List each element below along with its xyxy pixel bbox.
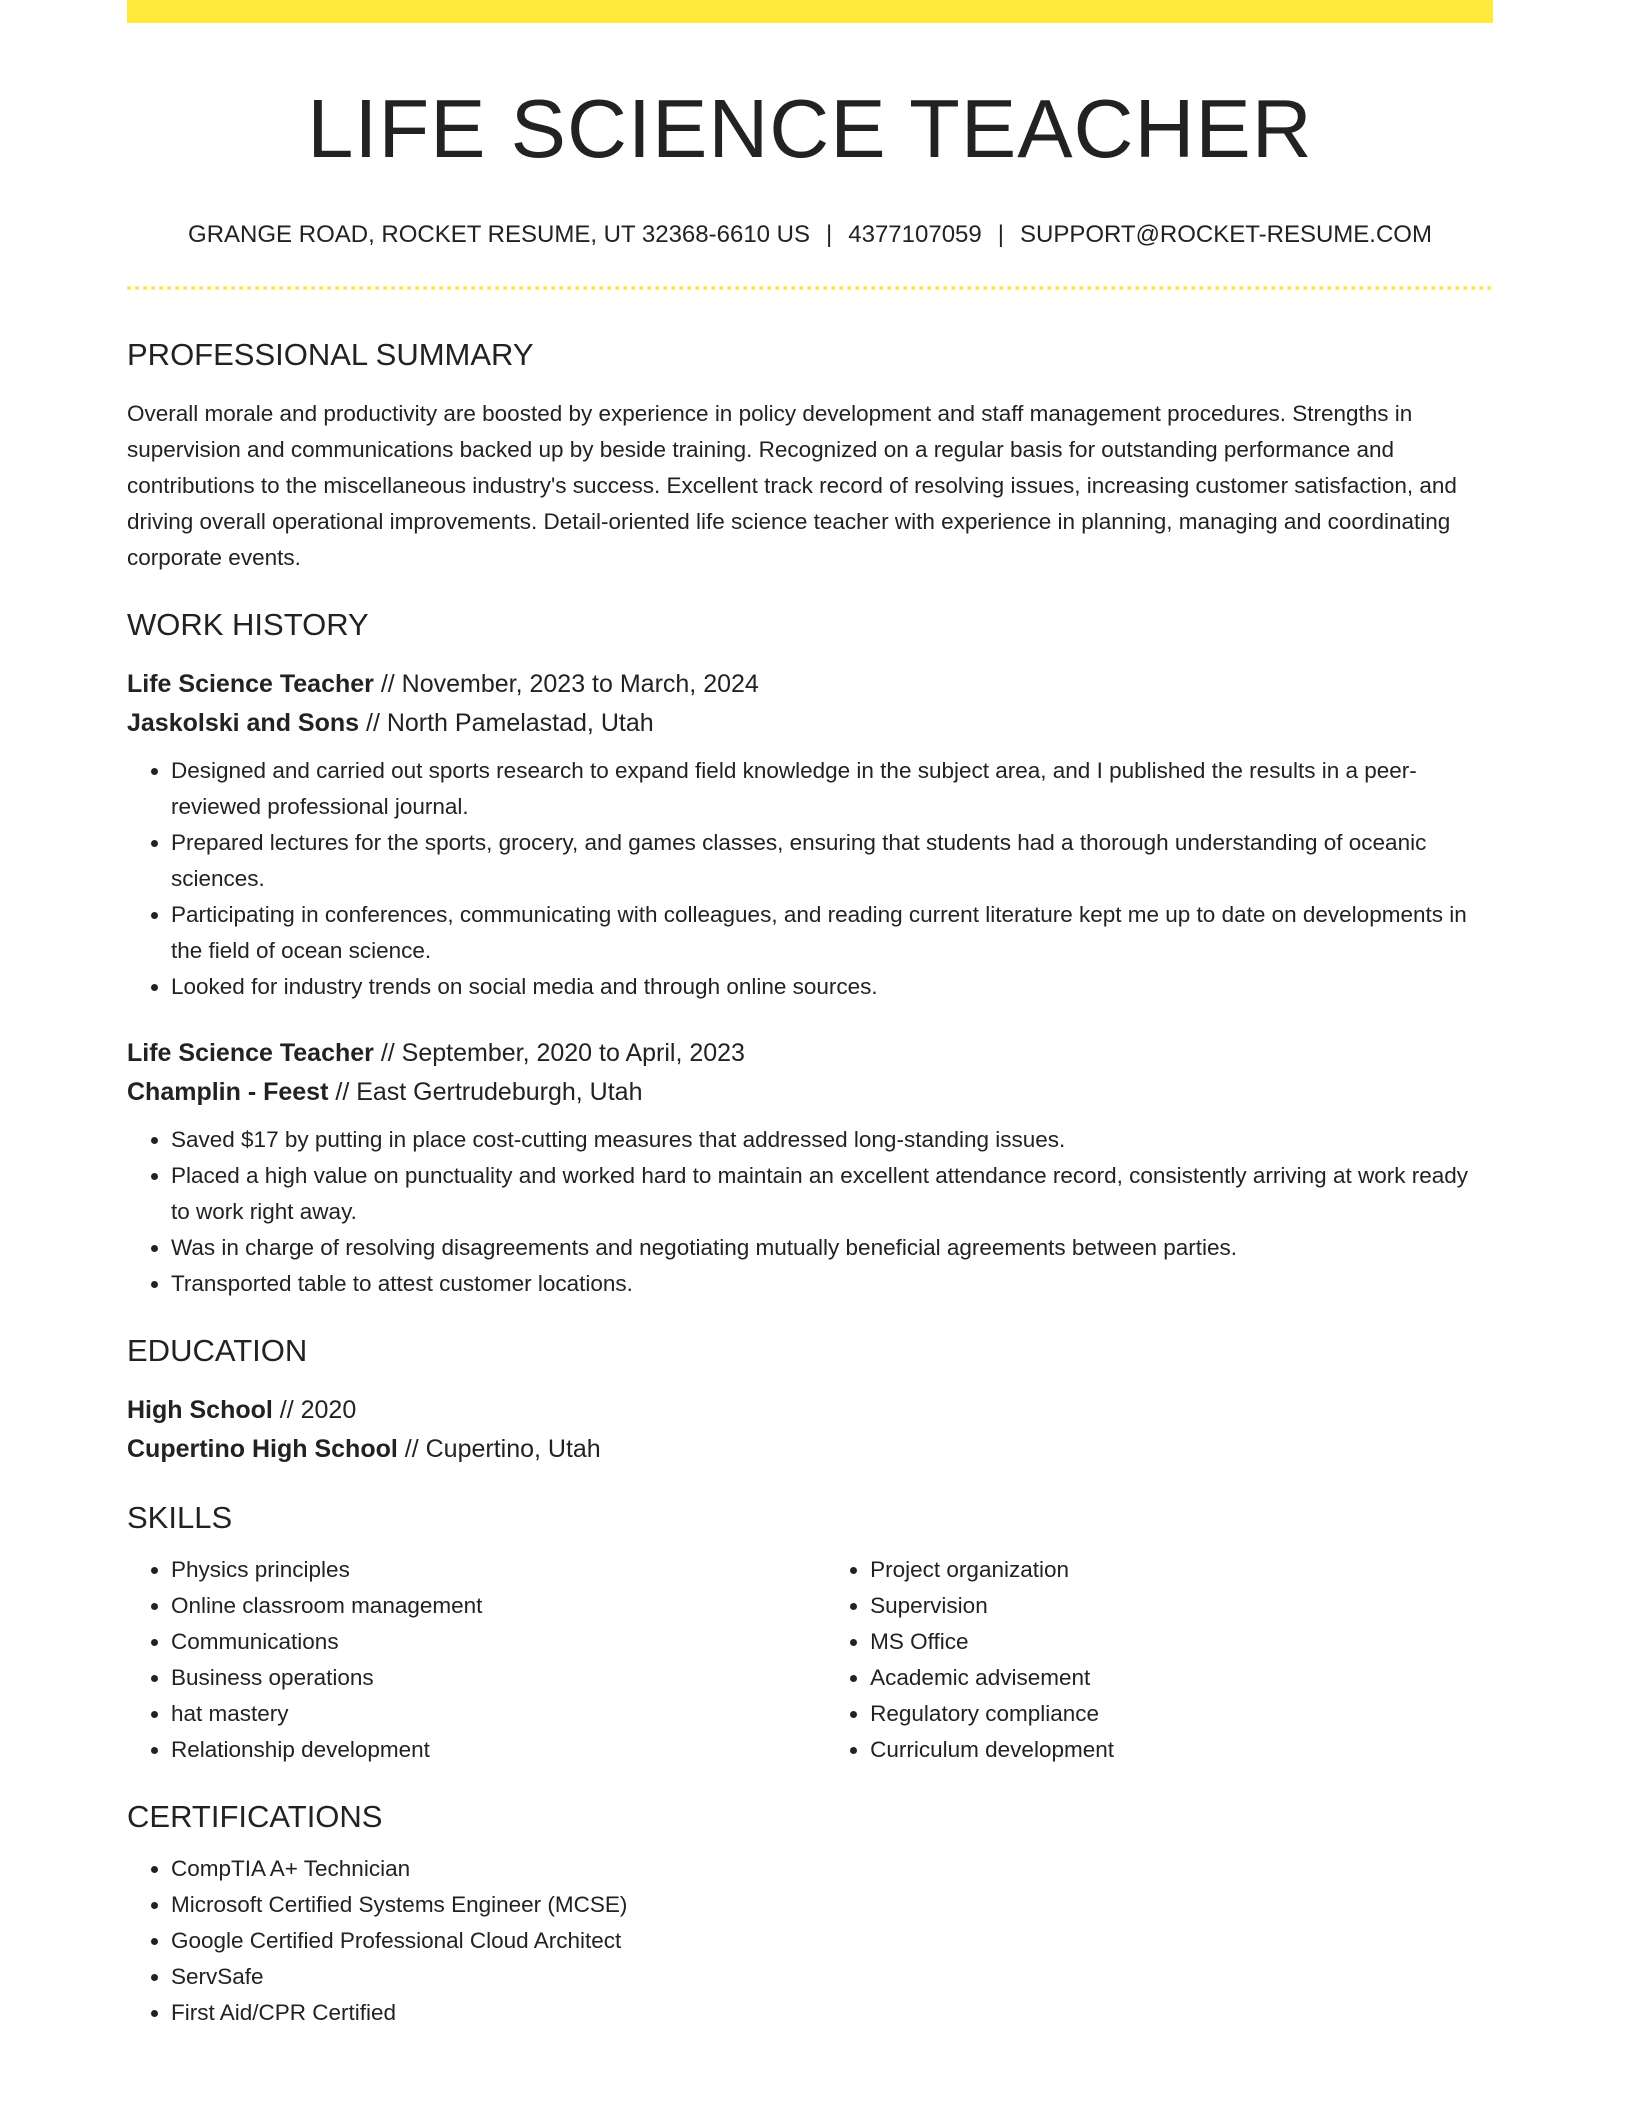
job-title: Life Science Teacher xyxy=(127,1038,374,1067)
education-heading: EDUCATION xyxy=(127,1332,308,1368)
job-company: Champlin - Feest xyxy=(127,1077,329,1106)
certifications-list xyxy=(127,1851,1493,2031)
job-bullet: • Designed and carried out sports research to expand field knowledge in the subject area, and I published the results in a peer-reviewed professional journal. xyxy=(171,753,1493,825)
education-location: // Cupertino, Utah xyxy=(397,1435,601,1464)
contact-line xyxy=(127,219,1493,250)
certifications-heading: CERTIFICATIONS xyxy=(127,1799,383,1835)
skills-list-right xyxy=(826,1552,1493,1768)
dotted-divider xyxy=(127,286,1493,290)
skill-item: • Supervision xyxy=(870,1588,1493,1624)
job-title-line xyxy=(127,1034,1493,1073)
education-degree: High School xyxy=(127,1396,273,1425)
skill-item: • Academic advisement xyxy=(870,1660,1493,1696)
job-bullets xyxy=(127,1122,1493,1302)
job-bullet: • Saved $17 by putting in place cost-cutting measures that addressed long-standing issues. xyxy=(171,1122,1493,1158)
contact-address: GRANGE ROAD, ROCKET RESUME, UT 32368-6610 US xyxy=(188,221,811,249)
job-bullets xyxy=(127,753,1493,1005)
contact-phone: 4377107059 xyxy=(848,221,982,249)
certification-item: • First Aid/CPR Certified xyxy=(171,1995,1493,2031)
job-location: // East Gertrudeburgh, Utah xyxy=(328,1077,643,1106)
contact-separator: | xyxy=(826,221,833,249)
skill-item: • MS Office xyxy=(870,1624,1493,1660)
certification-item: • CompTIA A+ Technician xyxy=(171,1851,1493,1887)
skill-item: • Project organization xyxy=(870,1552,1493,1588)
job-company-line xyxy=(127,1073,1493,1112)
job-bullet: • Looked for industry trends on social media and through online sources. xyxy=(171,969,1493,1005)
education-school: Cupertino High School xyxy=(127,1435,398,1464)
certification-item: • Google Certified Professional Cloud Architect xyxy=(171,1923,1493,1959)
summary-text: Overall morale and productivity are boosted by experience in policy development and staff management procedures. Strengths in supervision and communications backed up by beside training. Recognized on a regular basis for outstanding performance and contributions to the miscellaneous industry's success. Excellent track record of resolving issues, increasing customer satisfaction, and driving overall operational improvements. Detail-oriented life science teacher with experience in planning, managing and coordinating corporate events. xyxy=(127,400,1457,570)
education-school-line xyxy=(127,1430,1493,1469)
resume-content xyxy=(127,23,1493,2031)
skill-item: • Communications xyxy=(171,1624,784,1660)
contact-email: SUPPORT@ROCKET-RESUME.COM xyxy=(1019,221,1432,249)
job-dates: // September, 2020 to April, 2023 xyxy=(373,1038,745,1067)
summary-heading: PROFESSIONAL SUMMARY xyxy=(127,337,534,373)
skill-item: • Regulatory compliance xyxy=(870,1696,1493,1732)
work-history-heading: WORK HISTORY xyxy=(127,606,369,642)
skills-heading: SKILLS xyxy=(127,1500,233,1536)
job-bullet: • Prepared lectures for the sports, grocery, and games classes, ensuring that students had a thorough understanding of oceanic sciences. xyxy=(171,825,1493,897)
job-title: Life Science Teacher xyxy=(127,669,374,698)
job-title-line xyxy=(127,665,1493,704)
job-bullet: • Participating in conferences, communicating with colleagues, and reading current literature kept me up to date on developments in the field of ocean science. xyxy=(171,897,1493,969)
job-company-line xyxy=(127,704,1493,743)
top-accent-bar xyxy=(127,0,1493,23)
skill-item: • hat mastery xyxy=(171,1696,784,1732)
job-bullet: • Placed a high value on punctuality and worked hard to maintain an excellent attendance record, consistently arriving at work ready to work right away. xyxy=(171,1158,1493,1230)
job-dates: // November, 2023 to March, 2024 xyxy=(373,669,759,698)
skill-item: • Physics principles xyxy=(171,1552,784,1588)
job-bullet: • Transported table to attest customer locations. xyxy=(171,1266,1493,1302)
skills-columns xyxy=(127,1552,1493,1768)
job-location: // North Pamelastad, Utah xyxy=(359,708,654,737)
skill-item: • Online classroom management xyxy=(171,1588,784,1624)
skills-list-left xyxy=(127,1552,784,1768)
job-bullet: • Was in charge of resolving disagreements and negotiating mutually beneficial agreements between parties. xyxy=(171,1230,1493,1266)
education-year: // 2020 xyxy=(272,1396,357,1425)
job-company: Jaskolski and Sons xyxy=(127,708,360,737)
skill-item: • Business operations xyxy=(171,1660,784,1696)
contact-separator: | xyxy=(997,221,1004,249)
certification-item: • ServSafe xyxy=(171,1959,1493,1995)
resume-name: LIFE SCIENCE TEACHER xyxy=(307,82,1313,175)
certification-item: • Microsoft Certified Systems Engineer (MCSE) xyxy=(171,1887,1493,1923)
skill-item: • Relationship development xyxy=(171,1732,784,1768)
education-degree-line xyxy=(127,1391,1493,1430)
skill-item: • Curriculum development xyxy=(870,1732,1493,1768)
